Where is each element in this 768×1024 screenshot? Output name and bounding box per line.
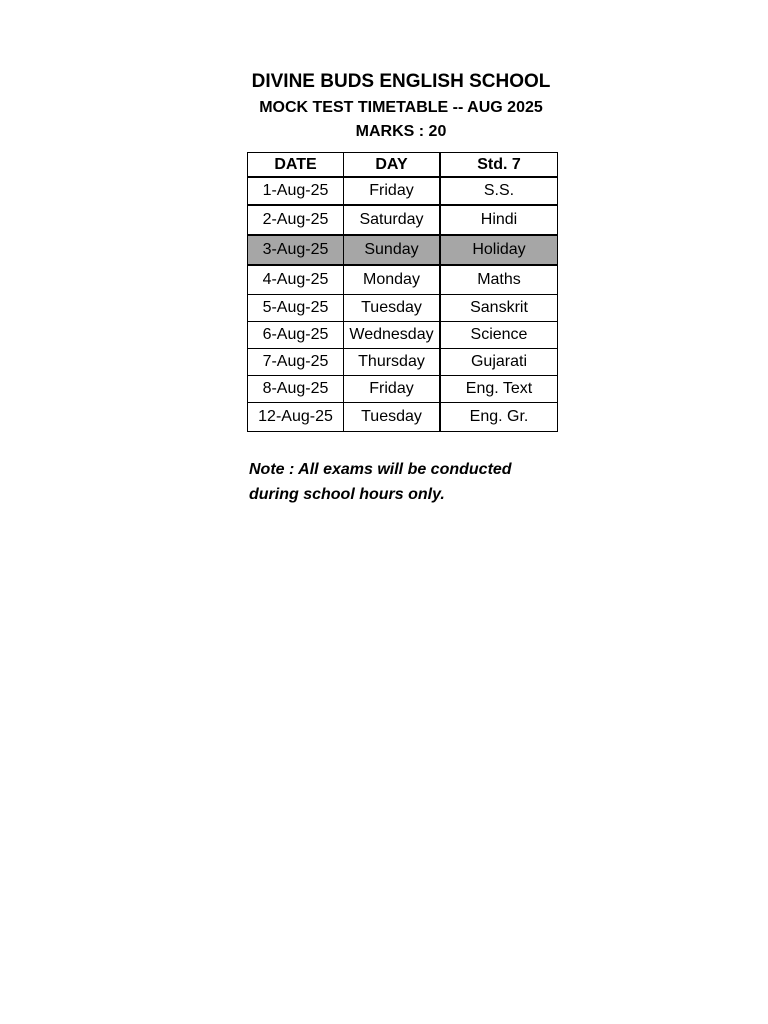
table-row-holiday (248, 235, 558, 265)
note-line-2: during school hours only. (249, 486, 445, 503)
subject-cell: Maths (440, 265, 558, 295)
table-row (248, 295, 558, 322)
table-row (248, 205, 558, 235)
day-cell: Friday (344, 177, 441, 205)
table-header-row (248, 153, 558, 178)
timetable-title: MOCK TEST TIMETABLE -- AUG 2025 (259, 99, 543, 116)
subject-cell: Gujarati (440, 349, 558, 376)
timetable-table (247, 152, 558, 432)
date-cell: 1-Aug-25 (248, 177, 344, 205)
table-row (248, 403, 558, 432)
subject-cell: S.S. (440, 177, 558, 205)
subject-cell: Eng. Text (440, 376, 558, 403)
column-header-day: DAY (344, 153, 441, 178)
day-cell: Friday (344, 376, 441, 403)
marks-label: MARKS : 20 (355, 123, 447, 140)
table-row (248, 177, 558, 205)
column-header-date: DATE (248, 153, 344, 178)
column-header-std: Std. 7 (440, 153, 558, 178)
subject-cell: Eng. Gr. (440, 403, 558, 432)
day-cell: Wednesday (344, 322, 441, 349)
date-cell: 4-Aug-25 (248, 265, 344, 295)
day-cell: Saturday (344, 205, 441, 235)
date-cell: 3-Aug-25 (248, 235, 344, 265)
date-cell: 6-Aug-25 (248, 322, 344, 349)
table-row (248, 349, 558, 376)
subject-cell: Hindi (440, 205, 558, 235)
day-cell: Thursday (344, 349, 441, 376)
table-row (248, 265, 558, 295)
table-row (248, 322, 558, 349)
table-row (248, 376, 558, 403)
subject-cell: Sanskrit (440, 295, 558, 322)
date-cell: 8-Aug-25 (248, 376, 344, 403)
date-cell: 12-Aug-25 (248, 403, 344, 432)
day-cell: Tuesday (344, 295, 441, 322)
day-cell: Sunday (344, 235, 441, 265)
subject-cell: Science (440, 322, 558, 349)
exam-note (249, 457, 549, 507)
day-cell: Tuesday (344, 403, 441, 432)
date-cell: 5-Aug-25 (248, 295, 344, 322)
date-cell: 7-Aug-25 (248, 349, 344, 376)
day-cell: Monday (344, 265, 441, 295)
date-cell: 2-Aug-25 (248, 205, 344, 235)
note-line-1: Note : All exams will be conducted (249, 461, 512, 478)
school-name: DIVINE BUDS ENGLISH SCHOOL (251, 71, 551, 92)
subject-cell: Holiday (440, 235, 558, 265)
